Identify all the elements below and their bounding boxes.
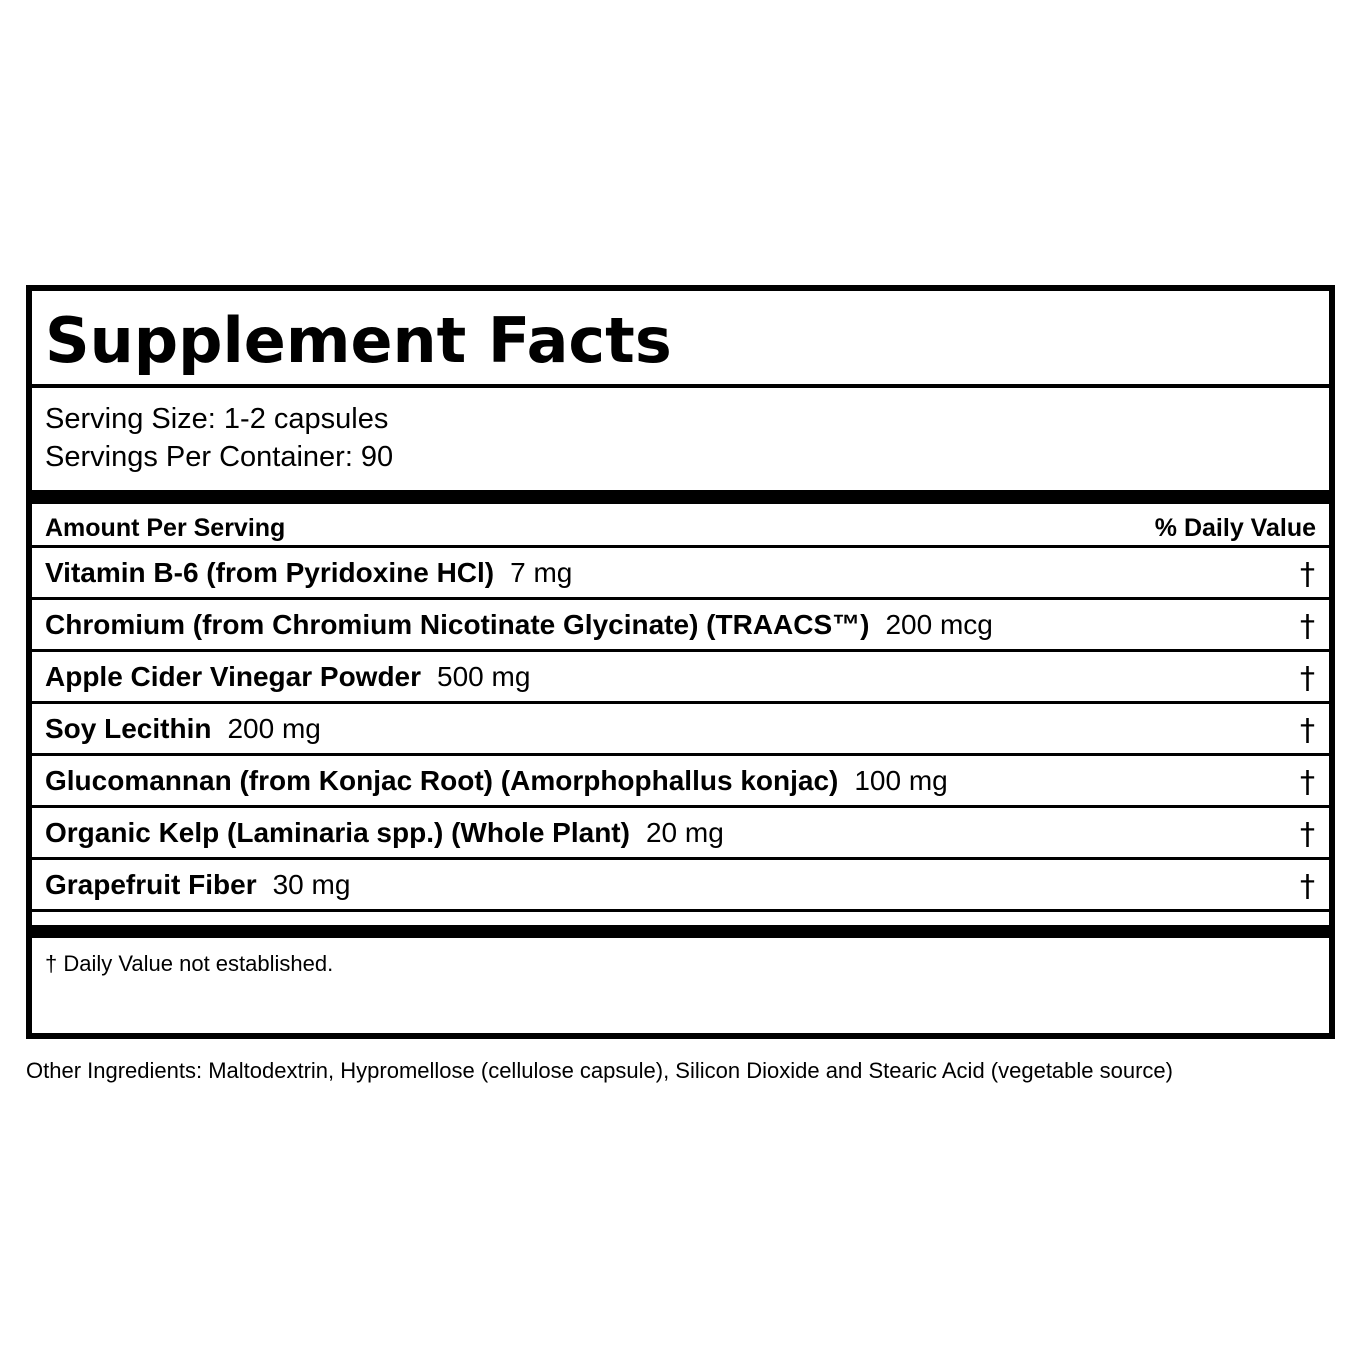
thick-divider-bottom: [32, 925, 1329, 938]
nutrient-row: [32, 860, 1329, 912]
nutrient-name: Apple Cider Vinegar Powder: [45, 661, 422, 692]
panel-title: Supplement Facts: [45, 304, 672, 377]
daily-value-footnote: † Daily Value not established.: [45, 951, 334, 976]
nutrient-name: Glucomannan (from Konjac Root) (Amorphophallus konjac): [45, 765, 839, 796]
nutrient-row: [32, 548, 1329, 600]
title-section: [32, 291, 1329, 388]
nutrient-amount: 30 mg: [272, 869, 351, 900]
nutrient-name: Grapefruit Fiber: [45, 869, 257, 900]
nutrient-row: [32, 704, 1329, 756]
nutrient-list: [32, 548, 1329, 912]
supplement-facts-panel: [26, 285, 1335, 1039]
nutrient-name: Organic Kelp (Laminaria spp.) (Whole Plant): [45, 817, 630, 848]
serving-section: [32, 388, 1329, 503]
dagger-mark: †: [1300, 609, 1315, 644]
dagger-mark: †: [1300, 557, 1315, 592]
nutrient-row: [32, 600, 1329, 652]
nutrient-text: [45, 869, 350, 901]
thick-divider-top: [32, 490, 1329, 504]
nutrient-amount: 200 mcg: [885, 609, 993, 640]
dagger-mark: †: [1300, 713, 1315, 748]
nutrient-name: Chromium (from Chromium Nicotinate Glycinate) (TRAACS™): [45, 609, 870, 640]
dagger-mark: †: [1300, 817, 1315, 852]
dagger-mark: †: [1300, 661, 1315, 696]
dagger-mark: †: [1300, 869, 1315, 904]
nutrient-amount: 20 mg: [645, 817, 724, 848]
serving-size: Serving Size: 1-2 capsules: [45, 403, 389, 435]
nutrient-row: [32, 808, 1329, 860]
nutrient-text: [45, 661, 530, 693]
nutrient-name: Soy Lecithin: [45, 713, 212, 744]
nutrient-text: [45, 713, 321, 745]
nutrient-text: [45, 609, 993, 641]
nutrient-row: [32, 756, 1329, 808]
column-header-row: [32, 504, 1329, 548]
nutrient-text: [45, 817, 724, 849]
nutrient-text: [45, 765, 948, 797]
amount-per-serving-label: Amount Per Serving: [45, 514, 286, 542]
servings-per-container: Servings Per Container: 90: [45, 441, 394, 473]
daily-value-label: % Daily Value: [1154, 514, 1316, 542]
nutrient-amount: 100 mg: [854, 765, 948, 796]
nutrient-text: [45, 557, 572, 589]
other-ingredients: Other Ingredients: Maltodextrin, Hypromellose (cellulose capsule), Silicon Dioxide and Stearic Acid (vegetable source): [26, 1058, 1173, 1083]
nutrient-amount: 200 mg: [227, 713, 321, 744]
nutrient-row: [32, 652, 1329, 704]
nutrient-amount: 7 mg: [510, 557, 573, 588]
nutrient-name: Vitamin B-6 (from Pyridoxine HCl): [45, 557, 495, 588]
dagger-mark: †: [1300, 765, 1315, 800]
nutrient-amount: 500 mg: [437, 661, 531, 692]
